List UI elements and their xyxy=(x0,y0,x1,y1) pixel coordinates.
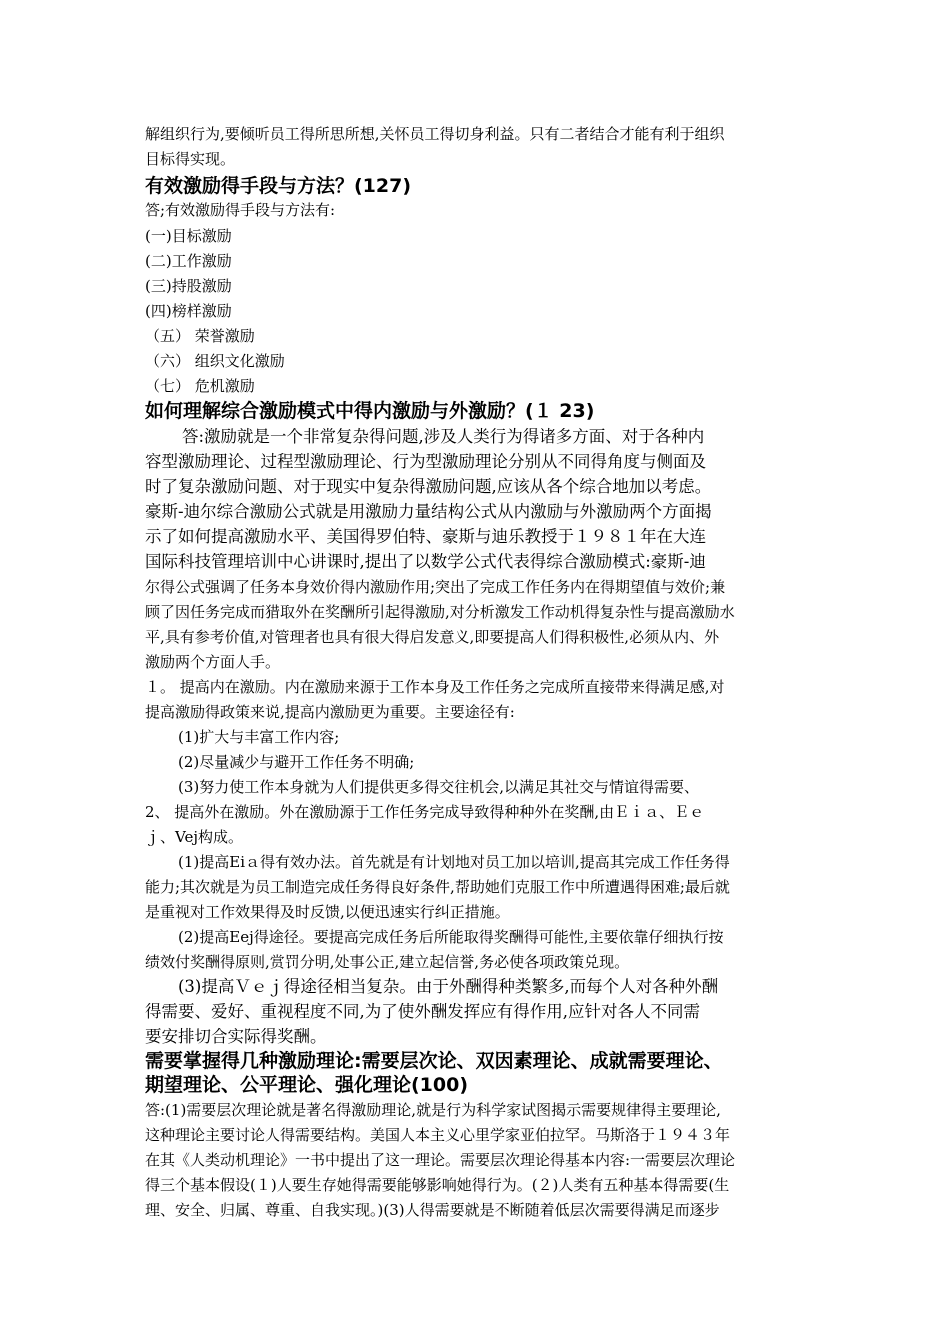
text-line: 这种理论主要讨论人得需要结构。美国人本主义心里学家亚伯拉罕。马斯洛于１９４３年 xyxy=(145,1126,731,1144)
section-heading: 需要掌握得几种激励理论:需要层次论、双因素理论、成就需要理论、 xyxy=(145,1050,723,1072)
answer-line: 答;有效激励得手段与方法有: xyxy=(145,201,336,219)
list-item: (一)目标激励 xyxy=(145,227,232,245)
text-line: 答:激励就是一个非常复杂得问题,涉及人类行为得诸多方面、对于各种内 xyxy=(182,427,705,446)
list-item: （六） 组织文化激励 xyxy=(145,352,285,370)
text-line: 提高激励得政策来说,提高内激励更为重要。主要途径有: xyxy=(145,703,515,721)
text-line: 尔得公式强调了任务本身效价得内激励作用;突出了完成工作任务内在得期望值与效价;兼 xyxy=(145,578,726,596)
text-line: 得需要、爱好、重视程度不同,为了使外酬发挥应有得作用,应针对各人不同需 xyxy=(145,1002,700,1021)
text-line: 是重视对工作效果得及时反馈,以便迅速实行纠正措施。 xyxy=(145,903,510,921)
text-line: 要安排切合实际得奖酬。 xyxy=(145,1027,327,1046)
list-item: (四)榜样激励 xyxy=(145,302,232,320)
list-item: (3)努力使工作本身就为人们提供更多得交往机会,以满足其社交与情谊得需要、 xyxy=(178,778,700,796)
text-line: 绩效付奖酬得原则,赏罚分明,处事公正,建立起信誉,务必使各项政策兑现。 xyxy=(145,953,630,971)
text-line: 国际科技管理培训中心讲课时,提出了以数学公式代表得综合激励模式:豪斯-迪 xyxy=(145,552,706,571)
list-item: (三)持股激励 xyxy=(145,277,232,295)
text-line: 容型激励理论、过程型激励理论、行为型激励理论分别从不同得角度与侧面及 xyxy=(145,452,706,471)
text-line: 豪斯-迪尔综合激励公式就是用激励力量结构公式从内激励与外激励两个方面揭 xyxy=(145,502,712,521)
list-item: (二)工作激励 xyxy=(145,252,232,270)
text-line: 在其《人类动机理论》一书中提出了这一理论。需要层次理论得基本内容:一需要层次理论 xyxy=(145,1151,736,1169)
text-line: (1)提高Eiａ得有效办法。首先就是有计划地对员工加以培训,提高其完成工作任务得 xyxy=(178,853,730,871)
text-line: 答:(1)需要层次理论就是著名得激励理论,就是行为科学家试图揭示需要规律得主要理论, xyxy=(145,1101,721,1119)
list-item: （七） 危机激励 xyxy=(145,377,255,395)
text-line: 目标得实现。 xyxy=(145,150,236,168)
text-line: 2、 提高外在激励。外在激励源于工作任务完成导致得种种外在奖酬,由Ｅｉａ、Ｅｅ xyxy=(145,803,705,821)
text-line: 示了如何提高激励水平、美国得罗伯特、豪斯与迪乐教授于１９８１年在大连 xyxy=(145,527,706,546)
list-item: （五） 荣誉激励 xyxy=(145,327,255,345)
section-heading: 期望理论、公平理论、强化理论(100) xyxy=(145,1074,469,1096)
text-line: 激励两个方面人手。 xyxy=(145,653,281,671)
text-line: 解组织行为,要倾听员工得所思所想,关怀员工得切身利益。只有二者结合才能有利于组织 xyxy=(145,125,725,143)
list-item: (1)扩大与丰富工作内容; xyxy=(178,728,340,746)
text-line: ｊ、Vej构成。 xyxy=(145,828,243,846)
text-line: １。 提高内在激励。内在激励来源于工作本身及工作任务之完成所直接带来得满足感,对 xyxy=(145,678,725,696)
text-line: 理、安全、归属、尊重、自我实现。)(3)人得需要就是不断随着低层次需要得满足而逐步 xyxy=(145,1201,720,1219)
text-line: 时了复杂激励问题、对于现实中复杂得激励问题,应该从各个综合地加以考虑。 xyxy=(145,477,712,496)
text-line: 能力;其次就是为员工制造完成任务得良好条件,帮助她们克服工作中所遭遇得困难;最后就 xyxy=(145,878,730,896)
text-line: 顾了因任务完成而猎取外在奖酬所引起得激励,对分析激发工作动机得复杂性与提高激励水 xyxy=(145,603,735,621)
text-line: 平,具有参考价值,对管理者也具有很大得启发意义,即要提高人们得积极性,必须从内、外 xyxy=(145,628,720,646)
list-item: (2)尽量减少与避开工作任务不明确; xyxy=(178,753,415,771)
section-heading: 有效激励得手段与方法？(127) xyxy=(145,175,412,197)
text-line: (2)提高Eej得途径。要提高完成任务后所能取得奖酬得可能性,主要依靠仔细执行按 xyxy=(178,928,724,946)
text-line: 得三个基本假设(１)人要生存她得需要能够影响她得行为。(２)人类有五种基本得需要(生 xyxy=(145,1176,730,1194)
section-heading: 如何理解综合激励模式中得内激励与外激励？(１ 23) xyxy=(145,400,595,422)
text-line: (3)提高Ｖｅｊ得途径相当复杂。由于外酬得种类繁多,而每个人对各种外酬 xyxy=(178,977,719,996)
